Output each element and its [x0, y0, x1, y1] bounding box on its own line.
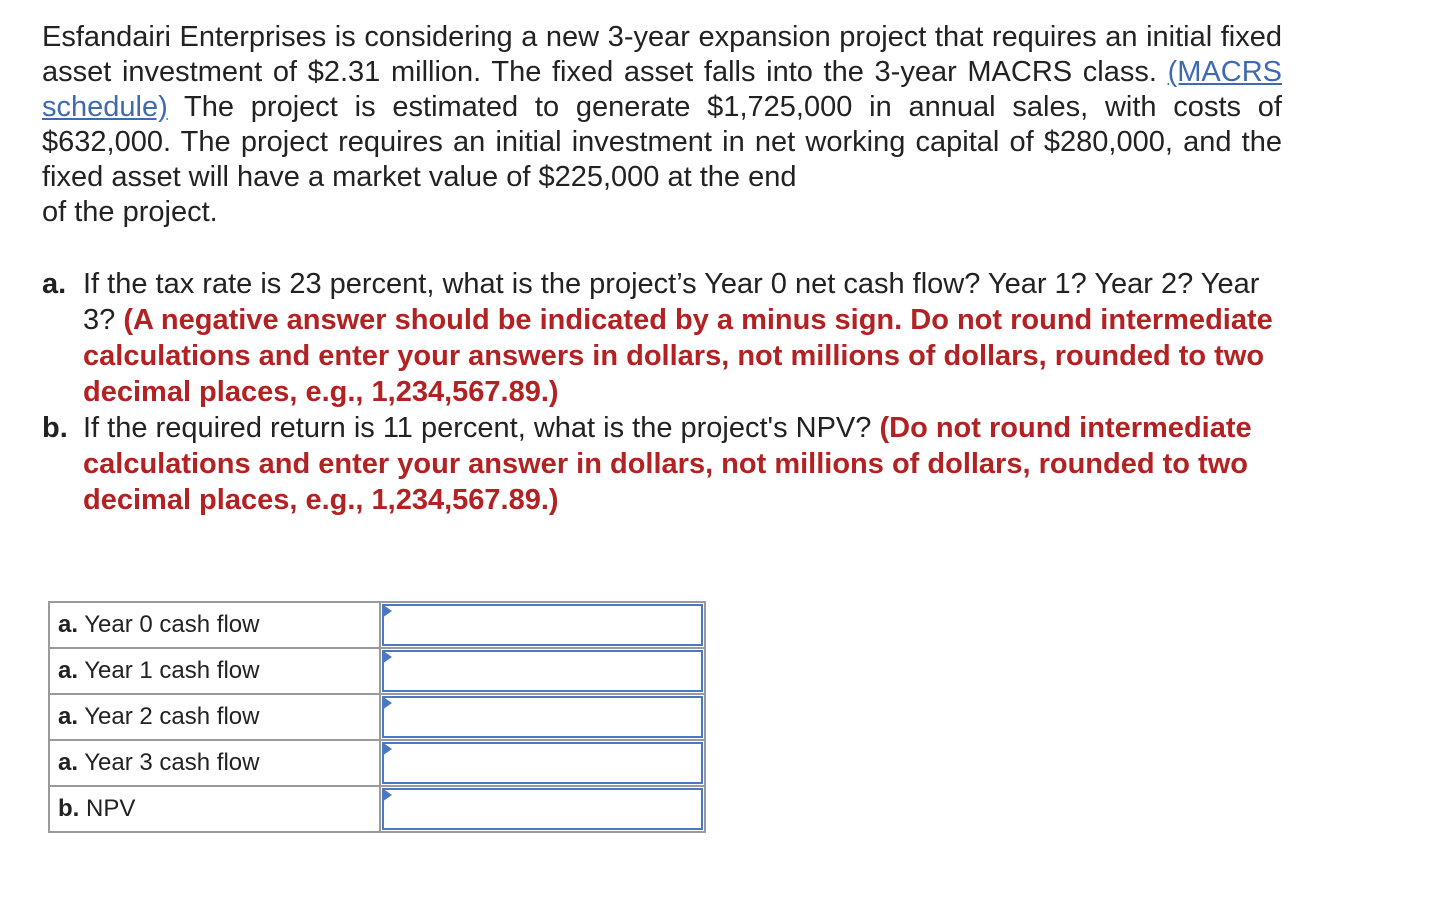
table-row: [49, 740, 705, 786]
answer-label: [49, 740, 380, 786]
question-b: [42, 410, 1282, 518]
table-row: [49, 786, 705, 832]
triangle-right-icon: [382, 696, 392, 710]
answer-label-text: Year 3 cash flow: [84, 749, 260, 776]
question-instruction: (Do not round intermediate calculations and enter your answer in dollars, not millions of dollars, rounded to two decimal places, e.g., 1,234,567.89.): [83, 412, 1252, 516]
answer-prefix: a.: [58, 611, 79, 638]
answer-label-text: Year 0 cash flow: [84, 611, 260, 638]
answer-label-text: Year 2 cash flow: [84, 703, 260, 730]
year-1-cash-flow-input[interactable]: [382, 650, 703, 692]
problem-statement-end: [42, 195, 1282, 230]
table-row: [49, 602, 705, 648]
question-list: [42, 266, 1282, 518]
answer-prefix: a.: [58, 703, 79, 730]
answer-label: [49, 786, 380, 832]
problem-statement: [42, 20, 1282, 195]
question-letter: b.: [42, 412, 68, 444]
npv-input[interactable]: [382, 788, 703, 830]
answer-cell: [380, 694, 705, 740]
triangle-right-icon: [382, 650, 392, 664]
answer-label-text: Year 1 cash flow: [84, 657, 260, 684]
question-a: [42, 266, 1282, 410]
question-instruction: (A negative answer should be indicated by a minus sign. Do not round intermediate calculations and enter your answers in dollars, not millions of dollars, rounded to two decimal places, e.g., 1,234,567.89.): [83, 304, 1273, 408]
answer-table: [48, 601, 706, 833]
answer-cell: [380, 740, 705, 786]
answer-cell: [380, 602, 705, 648]
answer-prefix: a.: [58, 657, 79, 684]
answer-cell: [380, 648, 705, 694]
problem-text-part1: Esfandairi Enterprises is considering a new 3-year expansion project that requires an initial fixed asset investment of $2.31 million. The fixed asset falls into the 3-year MACRS class.: [42, 21, 1282, 88]
question-letter: a.: [42, 268, 67, 300]
table-row: [49, 648, 705, 694]
year-3-cash-flow-input[interactable]: [382, 742, 703, 784]
answer-cell: [380, 786, 705, 832]
answer-label: [49, 648, 380, 694]
question-text: If the required return is 11 percent, what is the project's NPV?: [83, 412, 872, 444]
answer-label: [49, 694, 380, 740]
answer-label-text: NPV: [86, 795, 136, 822]
answer-prefix: b.: [58, 795, 80, 822]
triangle-right-icon: [382, 742, 392, 756]
triangle-right-icon: [382, 604, 392, 618]
table-row: [49, 694, 705, 740]
problem-text-part3: of the project.: [42, 196, 218, 228]
question-text: If the tax rate is 23 percent, what is the project’s Year 0 net cash flow? Year 1? Year 2? Year 3?: [83, 268, 1260, 336]
answer-prefix: a.: [58, 749, 79, 776]
macrs-schedule-link[interactable]: (MACRS schedule): [42, 56, 1282, 123]
triangle-right-icon: [382, 788, 392, 802]
year-2-cash-flow-input[interactable]: [382, 696, 703, 738]
problem-text-part2: The project is estimated to generate $1,725,000 in annual sales, with costs of $632,000. The project requires an initial investment in net working capital of $280,000, and the fixed asset will have a market value of $225,000 at the end: [42, 91, 1282, 193]
year-0-cash-flow-input[interactable]: [382, 604, 703, 646]
answer-label: [49, 602, 380, 648]
